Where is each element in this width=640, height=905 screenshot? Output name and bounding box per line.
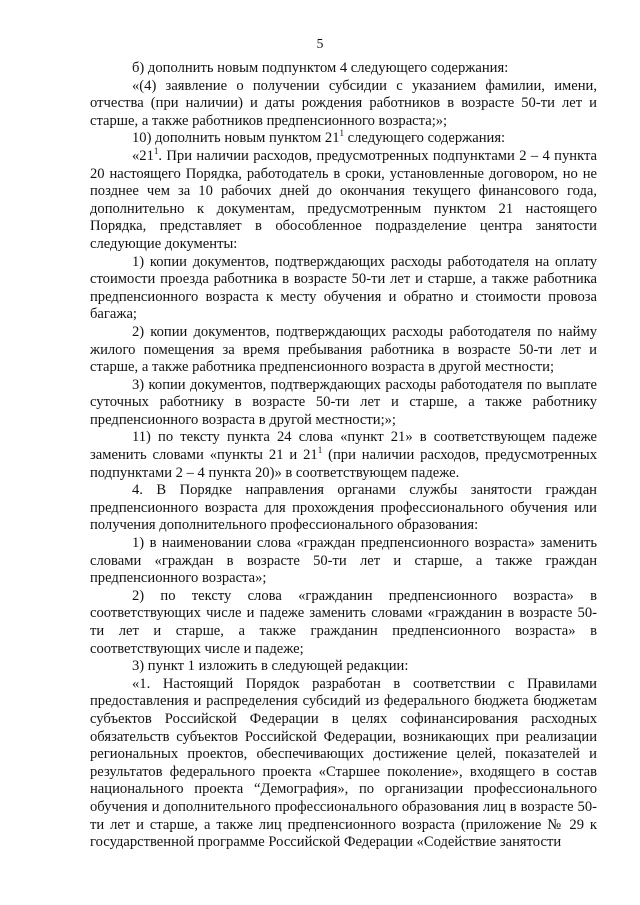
page-number: 5 [316,36,324,51]
paragraph-text: 10) дополнить новым пунктом 21 [132,130,340,147]
paragraph: б) дополнить новым подпунктом 4 следующего содержания: [132,60,509,76]
paragraph-text: . При наличии расходов, предусмотренных подпунктами 2 – 4 пункта 20 настоящего Порядка, работодатель в сроки, установленные договором, но не позднее чем за 10 рабочих дней до окончания текущего финансового года, дополнительно к документам, предусмотренным пунктом 21 настоящего Порядка, представляет в обособленное подразделение центра занятости следующие документы: [90,147,597,252]
superscript: 1 [153,145,159,156]
paragraph: 1) копии документов, подтверждающих расходы работодателя на оплату стоимости проезда работника в возрасте 50-ти лет и старше, а также работника предпенсионного возраста к месту обучения и обратно и стоимости провоза багажа; [90,253,597,323]
paragraph: «1. Настоящий Порядок разработан в соответствии с Правилами предоставления и распределения субсидий из федерального бюджета бюджетам субъектов Российской Федерации в целях софинансирования расходных обязательств субъектов Российской Федерации, возникающих при реализации региональных проектов, обеспечивающих достижение целей, показателей и результатов федерального проекта «Старшее поколение», входящего в состав национального проекта “Демография», по организации профессионального обучения и дополнительного профессионального образования лиц в возрасте 50-ти лет и старше, а также лиц предпенсионного возраста (приложение № 29 к государственной программе Российской Федерации «Содействие занятости [90,675,597,851]
paragraph: 4. В Порядке направления органами службы занятости граждан предпенсионного возраста для прохождения профессионального обучения или получения дополнительного профессионального образования: [90,482,597,534]
paragraph: 2) копии документов, подтверждающих расходы работодателя по найму жилого помещения за время пребывания работника в возрасте 50-ти лет и старше, а также работника предпенсионного возраста в другой местности; [90,323,597,376]
paragraph-text: 11) по тексту пункта 24 слова «пункт 21» в соответствующем падеже заменить словами «пункты 21 и 21 [90,429,597,464]
paragraph-text: следующего содержания: [344,130,506,147]
paragraph [90,145,597,254]
document-body [90,60,597,852]
paragraph [90,130,597,148]
paragraph: «(4) заявление о получении субсидии с указанием фамилии, имени, отчества (при наличии) и даты рождения работников в возрасте 50-ти лет и старше, а также работников предпенсионного возраста;»; [90,77,597,129]
superscript: 1 [317,445,323,456]
superscript: 1 [339,128,345,139]
paragraph: 3) копии документов, подтверждающих расходы работодателя по выплате суточных работнику в возрасте 50-ти лет и старше, а также работнику предпенсионного возраста в другой местности;»; [90,376,597,428]
paragraph-text: «21 [132,147,154,164]
paragraph: 3) пункт 1 изложить в следующей редакции: [132,658,409,675]
paragraph [90,429,597,482]
paragraph: 1) в наименовании слова «граждан предпенсионного возраста» заменить словами «граждан в возрасте 50-ти лет и старше, а также граждан предпенсионного возраста»; [90,535,597,587]
paragraph: 2) по тексту слова «гражданин предпенсионного возраста» в соответствующих числе и падеже заменить словами «гражданин в возрасте 50-ти лет и старше, а также гражданин предпенсионного возраста» в соответствующих числе и падеже; [90,587,597,657]
paragraph-text: (при наличии расходов, предусмотренных подпунктами 2 – 4 пункта 20)» в соответствующем падеже. [90,447,598,481]
